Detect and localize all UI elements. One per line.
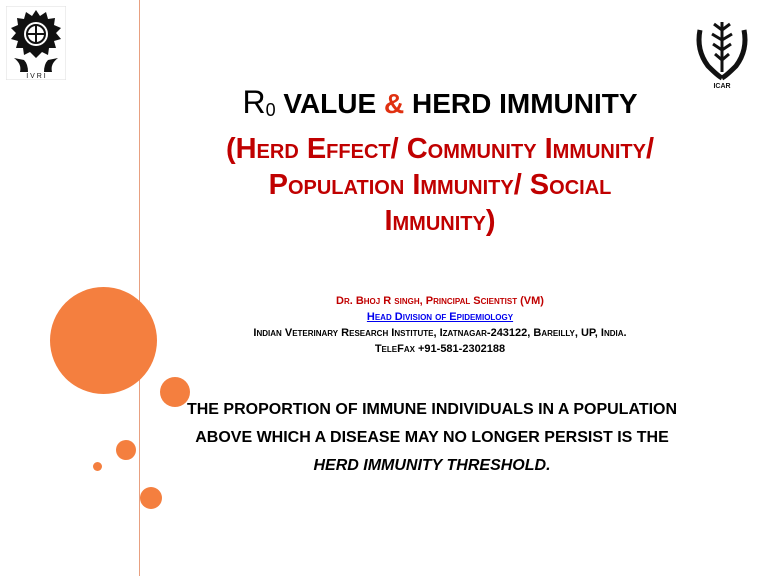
icar-logo bbox=[692, 16, 752, 90]
subtitle-line-1: (Herd Effect/ Community Immunity/ bbox=[225, 133, 655, 165]
r0-symbol: $R_0$ bbox=[242, 84, 276, 120]
author-division-link[interactable]: Head Division of Epidemiology bbox=[366, 311, 514, 323]
ivri-logo-text: I V R I bbox=[26, 73, 46, 80]
slide-title bbox=[140, 82, 740, 130]
title-part1: VALUE bbox=[283, 88, 377, 119]
title-ampersand: & bbox=[383, 88, 405, 119]
author-telefax: TeleFax +91-581-2302188 bbox=[374, 343, 506, 355]
author-institute: Indian Veterinary Research Institute, Izatnagar-243122, Bareilly, UP, India. bbox=[253, 327, 627, 339]
ivri-logo bbox=[6, 6, 66, 80]
icar-logo-text: ICAR bbox=[713, 83, 731, 90]
threshold-line-3: HERD IMMUNITY THRESHOLD. bbox=[313, 457, 551, 474]
title-block bbox=[140, 82, 740, 239]
threshold-line-2: ABOVE WHICH A DISEASE MAY NO LONGER PERSIST IS THE bbox=[195, 429, 669, 446]
subtitle-line-3: Immunity) bbox=[384, 205, 496, 237]
threshold-statement bbox=[132, 396, 732, 480]
author-block bbox=[140, 293, 740, 357]
author-name: Dr. Bhoj R singh, Principal Scientist (VM) bbox=[336, 295, 544, 307]
subtitle-line-2: Population Immunity/ Social bbox=[268, 169, 612, 201]
slide-subtitle bbox=[140, 131, 740, 239]
decorative-circle-bottom bbox=[140, 487, 162, 509]
threshold-line-1: THE PROPORTION OF IMMUNE INDIVIDUALS IN A POPULATION bbox=[186, 401, 678, 418]
decorative-circle-tiny bbox=[93, 462, 102, 471]
title-part2: HERD IMMUNITY bbox=[411, 88, 638, 119]
